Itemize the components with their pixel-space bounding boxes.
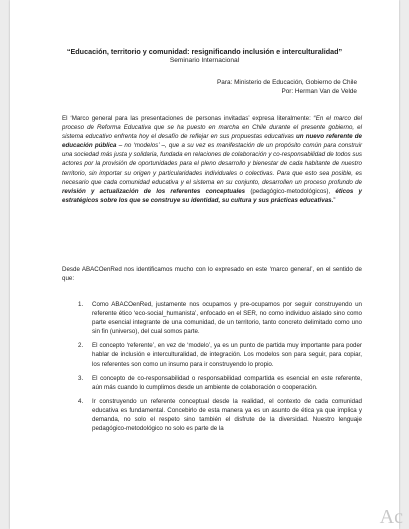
document-page bbox=[10, 0, 403, 529]
intro-emphasis-2: revisión y actualización de los referentes conceptuales bbox=[62, 187, 246, 195]
list-item-text: El concepto ‘referente’, en vez de ‘modelo’, ya es un punto de partida muy importante para poder hablar de inclusión e interculturalidad, de integración. Los modelos son para seguir, para copiar, los referentes son como un insumo para ir construyendo lo propio. bbox=[92, 342, 362, 368]
list-item-text: Como ABACOenRed, justamente nos ocupamos y pre-ocupamos por seguir construyendo un referente ético ‘eco-social_humanista’, enfocado en el SER, no como individuo aislado sino como parte esencial integrante de una comunidad, de un territorio, tanto concreto delimitado como uno sin fin (universo), del cual somos parte. bbox=[92, 301, 362, 336]
list-item-text: El concepto de co-responsabilidad o responsabilidad compartida es esencial en este referente, aún más cuando lo cumplimos desde un ambiente de colaboración o cooperación. bbox=[92, 374, 362, 391]
document-title: “Educación, territorio y comunidad: resignificando inclusión e interculturalidad” bbox=[66, 47, 343, 56]
list-item-text: Ir construyendo un referente conceptual desde la realidad, el contexto de cada comunidad educativa es fundamental. Concebirlo de esta manera ya es un asunto de ética ya que implica y demanda, no solo el respeto sino también el disfrute de la diversidad. Nuestro lenguaje pedagógico-metodológico no solo es parte de la bbox=[92, 397, 362, 433]
list-item bbox=[62, 300, 362, 336]
intro-paragraph bbox=[62, 114, 362, 205]
corner-mark: Ac bbox=[379, 506, 403, 528]
intro-text-1: El ‘Marco general para las presentaciones de personas invitadas’ expresa literalmente: “ bbox=[62, 115, 316, 122]
intro-quote-2: – no ‘modelos’ –, que a su vez es manifestación de un propósito común para construir una sociedad más justa y solidaria, fundada en relaciones de colaboración y co-responsabilidad de todos sus actores por la provisión de oportunidades para el pleno desarrollo y bienestar de cada habitante de nuestro territorio, sin importar su origen y particularidades individuales o colectivas. Para que esto sea posible, es necesario que cada comunidad educativa y el sistema en su conjunto, desarrollen un proceso profundo de bbox=[62, 142, 363, 186]
points-list bbox=[62, 300, 362, 438]
intro-quote-1: En el marco del proceso de Reforma Educativa que se ha puesto en marcha en Chile durante el presente gobierno, el sistema educativo enfrenta hoy el desafío de reflejar en sus propuestas educativas bbox=[62, 115, 362, 141]
intro-emphasis-1: un nuevo referente de educación pública bbox=[62, 133, 362, 150]
list-item-number: 3. bbox=[78, 374, 84, 382]
list-item-number: 2. bbox=[78, 342, 84, 350]
list-item bbox=[62, 397, 362, 433]
author-line: Por: Herman Van de Velde bbox=[281, 88, 357, 95]
lead-paragraph: Desde ABACOenRed nos identificamos mucho con lo expresado en este ‘marco general’, en el sentido de que: bbox=[62, 266, 362, 283]
list-item bbox=[62, 341, 362, 368]
intro-text-3: ” bbox=[333, 196, 336, 204]
intro-text-2: (pedagógico-metodológicos), bbox=[245, 187, 336, 195]
intro-emphasis-3: éticos y estratégicos sobre los que se construye su identidad, su cultura y sus prácticas educativas. bbox=[62, 187, 362, 204]
recipient-line: Para: Ministerio de Educación, Gobierno de Chile bbox=[217, 79, 357, 86]
document-subtitle: Seminario Internacional bbox=[169, 57, 240, 64]
list-item bbox=[62, 374, 362, 392]
list-item-number: 1. bbox=[78, 301, 84, 308]
list-item-number: 4. bbox=[78, 397, 84, 405]
